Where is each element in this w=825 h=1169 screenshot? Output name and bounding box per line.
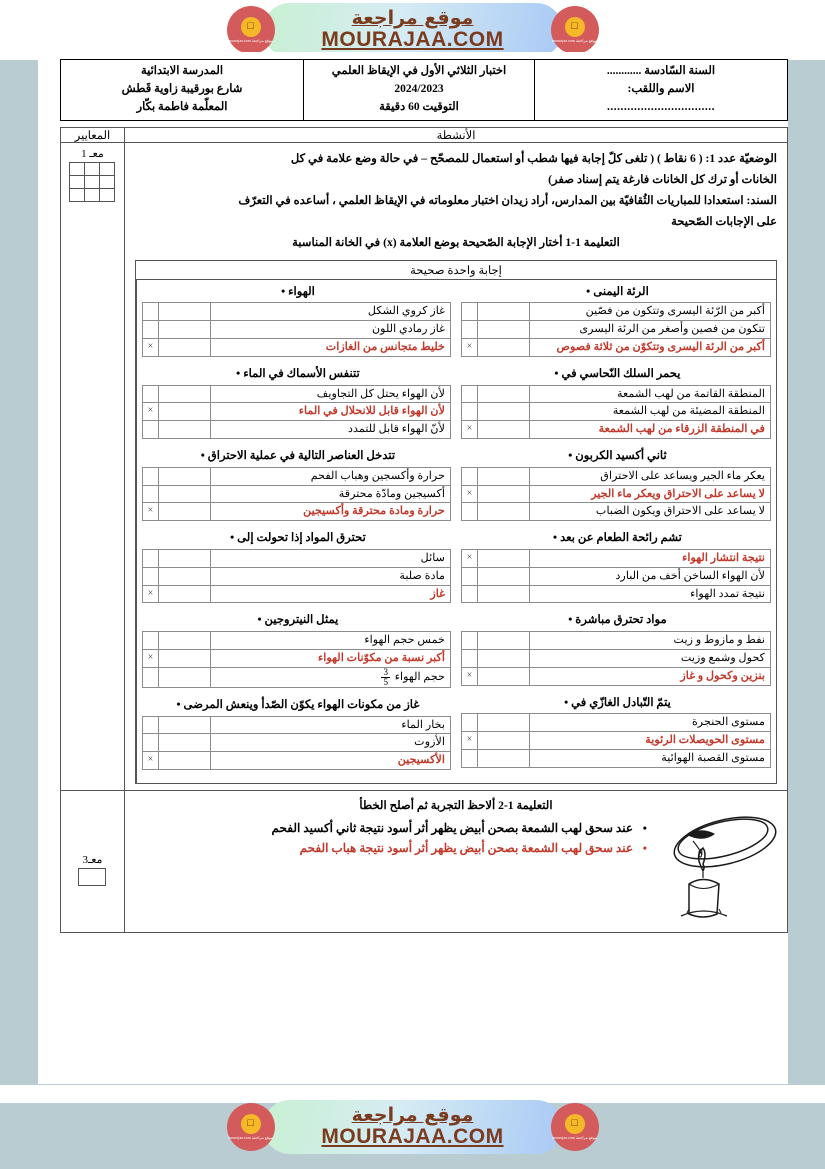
answer-option-text: غاز رمادي اللون (210, 321, 450, 339)
logo-badge-subtext: موقع مراجعة mourajaa.com (551, 1134, 598, 1140)
support-line-2: على الإجابات الصّحيحة (671, 214, 777, 228)
answer-option-text: نتيجة تمدد الهواء (529, 585, 770, 603)
situation-line-1: الوضعيّة عدد 1: ( 6 نقاط ) ( تلغى كلّ إجابة فيها شطب أو استعمال للمصحّح – في حالة وضع علامة في كل (290, 152, 777, 165)
score-cell[interactable] (100, 163, 115, 176)
answer-option-spacer (158, 385, 210, 403)
question-block (461, 366, 771, 439)
answer-option-row[interactable] (461, 585, 770, 603)
answer-checkbox-cell[interactable] (461, 567, 477, 585)
answer-options-table (461, 713, 771, 767)
answer-checkbox-cell[interactable]: × (142, 503, 158, 521)
answer-option-spacer (158, 585, 210, 603)
score-cell[interactable] (70, 189, 85, 202)
answer-option-text: يعكر ماء الجير ويساعد على الاحتراق (529, 467, 770, 485)
answer-checkbox-cell[interactable] (461, 503, 477, 521)
answer-option-spacer (477, 303, 529, 321)
bottom-watermark-banner (0, 1085, 825, 1169)
answer-checkbox-cell[interactable]: × (142, 339, 158, 357)
question-block (142, 530, 451, 603)
answer-option-text: نتيجة انتشار الهواء (529, 550, 770, 568)
answer-checkbox-cell[interactable] (461, 650, 477, 668)
answer-option-spacer (158, 339, 210, 357)
criteria-1-label: معـ 1 (81, 148, 104, 160)
answer-option-spacer (477, 667, 529, 685)
answer-option-row[interactable] (461, 550, 770, 568)
answer-option-row[interactable] (142, 550, 450, 568)
answer-option-row[interactable] (142, 421, 450, 439)
question-stem-text: تحترق المواد إذا تحولت إلى (237, 531, 366, 545)
answer-option-spacer (477, 550, 529, 568)
question-stem-text: مواد تحترق مباشرة (575, 613, 667, 627)
logo-badge-subtext: موقع مراجعة mourajaa.com (551, 37, 598, 43)
answer-option-text: في المنطقة الزرقاء من لهب الشمعة (529, 421, 770, 439)
answer-option-spacer (158, 667, 210, 687)
logo-badge-subtext: موقع مراجعة mourajaa.com (227, 37, 274, 43)
bullet-icon: • (236, 366, 241, 380)
answer-checkbox-cell[interactable]: × (461, 667, 477, 685)
question-stem-text: غاز من مكونات الهواء يكوّن الصّدأ وينعش المرضى (183, 697, 420, 711)
situation-1-intro (125, 143, 787, 256)
answer-option-spacer (158, 550, 210, 568)
answer-option-spacer (158, 421, 210, 439)
answer-checkbox-cell[interactable]: × (461, 339, 477, 357)
consigne-1-1: التعليمة 1-1 أختار الإجابة الصّحيحة بوضع العلامة (x) في الخانة المناسبة (292, 235, 620, 249)
answer-option-spacer (477, 585, 529, 603)
question-block (142, 697, 451, 770)
answer-option-text: تتكون من فصين وأصغر من الرئة اليسرى (529, 321, 770, 339)
question-block (142, 366, 451, 439)
answer-checkbox-cell[interactable] (142, 321, 158, 339)
question-stem-text: يتمّ التّبادل الغازّي في (571, 695, 671, 709)
answer-option-row[interactable] (461, 732, 770, 750)
answer-option-row[interactable] (142, 650, 450, 668)
bullet-icon: • (200, 449, 205, 463)
question-stem-text: ثاني أكسيد الكربون (575, 449, 667, 463)
score-cell[interactable] (100, 189, 115, 202)
answer-checkbox-cell[interactable]: × (461, 732, 477, 750)
answer-checkbox-cell[interactable] (142, 667, 158, 687)
student-name-blank: ................................ (607, 100, 715, 113)
watermark-pill (263, 3, 563, 57)
answer-options-table (461, 302, 771, 356)
student-name-label: الاسم واللقب: (627, 82, 695, 95)
criteria-3-block (61, 791, 124, 886)
answer-options-table (142, 631, 451, 688)
answer-options-table (461, 385, 771, 439)
answer-option-spacer (158, 403, 210, 421)
question-stem (461, 612, 771, 629)
answer-option-spacer (158, 752, 210, 770)
answer-checkbox-cell[interactable] (461, 750, 477, 768)
answer-checkbox-cell[interactable]: × (142, 403, 158, 421)
answer-checkbox-cell[interactable]: × (461, 485, 477, 503)
answer-checkbox-cell[interactable] (461, 403, 477, 421)
answer-checkbox-cell[interactable] (142, 734, 158, 752)
bullet-icon: • (568, 613, 573, 627)
top-watermark-banner (0, 0, 825, 60)
answer-option-row[interactable] (142, 303, 450, 321)
answer-option-spacer (158, 485, 210, 503)
bullet-icon: • (230, 531, 235, 545)
criteria-column-header: المعايير (61, 128, 125, 143)
question-stem (142, 448, 451, 465)
answer-option-row[interactable] (461, 632, 770, 650)
answer-options-table (142, 302, 451, 356)
logo-disc-icon: ☐ (565, 1114, 585, 1134)
answer-option-text: حجم الهواء $\frac{3}{5}$ (210, 667, 450, 687)
answer-option-row[interactable] (142, 321, 450, 339)
experiment-criteria-cell (61, 791, 125, 933)
question-stem-text: تتنفس الأسماك في الماء (243, 366, 360, 380)
answer-option-text: أكبر من الرّئة اليسرى وتتكون من فصّين (529, 303, 770, 321)
answer-option-text: حرارة وأكسجين وهباب الفحم (210, 467, 450, 485)
answer-option-row[interactable] (142, 585, 450, 603)
bullet-icon: • (281, 284, 286, 298)
score-cell[interactable] (85, 176, 100, 189)
answer-option-row[interactable] (461, 714, 770, 732)
score-grid-row[interactable] (70, 163, 115, 176)
question-stem (461, 695, 771, 712)
mourajaa-logo-badge-right (551, 1103, 599, 1151)
answer-option-text: لا يساعد على الاحتراق ويكون الضباب (529, 503, 770, 521)
situation-1-row (61, 143, 788, 791)
answer-option-row[interactable] (142, 632, 450, 650)
answer-option-text: أكسيجين ومادّة محترقة (210, 485, 450, 503)
question-stem (142, 530, 451, 547)
answer-checkbox-cell[interactable] (461, 632, 477, 650)
question-stem-text: تتدخل العناصر التالية في عملية الاحتراق (207, 449, 396, 463)
table-header-row (61, 128, 788, 143)
question-stem (461, 366, 771, 383)
bullet-icon: • (554, 366, 559, 380)
answer-option-spacer (158, 303, 210, 321)
question-stem (142, 284, 451, 301)
answer-option-text: لأن الهواء يحتل كل التجاويف (210, 385, 450, 403)
questions-two-column-wrap (135, 279, 777, 784)
answer-option-text: خليط متجانس من الغازات (210, 339, 450, 357)
teacher-name: المعلّمة فاطمة بكّار (136, 100, 228, 113)
answer-option-spacer (477, 567, 529, 585)
student-year: السنة السّادسة ............ (606, 65, 716, 77)
answer-option-spacer (158, 650, 210, 668)
answer-option-spacer (158, 467, 210, 485)
question-stem (142, 697, 451, 714)
answer-option-text: لأنّ الهواء قابل للتمدد (210, 421, 450, 439)
question-block (142, 612, 451, 687)
exam-sheet (38, 52, 788, 1084)
answer-checkbox-cell[interactable]: × (142, 752, 158, 770)
exam-year: 2024/2023 (394, 82, 444, 95)
experiment-activities-cell (124, 791, 787, 933)
question-block (461, 612, 771, 685)
logo-disc-icon: ☐ (241, 1114, 261, 1134)
answer-option-row[interactable] (142, 734, 450, 752)
question-stem (461, 530, 771, 547)
bullet-icon: • (553, 531, 558, 545)
questions-column-left (456, 280, 776, 783)
answer-option-row[interactable] (461, 403, 770, 421)
mourajaa-logo-badge-right (551, 6, 599, 54)
answer-checkbox-cell[interactable] (142, 303, 158, 321)
criteria-1-block (61, 143, 124, 202)
answer-option-spacer (477, 403, 529, 421)
score-cell[interactable] (85, 189, 100, 202)
experiment-body (125, 812, 787, 932)
question-stem (461, 448, 771, 465)
answer-checkbox-cell[interactable] (142, 485, 158, 503)
answer-option-text: بخار الماء (210, 716, 450, 734)
answer-option-text: المنطقة القاتمة من لهب الشمعة (529, 385, 770, 403)
answer-option-text: نفط و مازوط و زيت (529, 632, 770, 650)
answer-checkbox-cell[interactable] (461, 467, 477, 485)
answer-option-spacer (477, 750, 529, 768)
score-cell[interactable] (70, 176, 85, 189)
logo-disc-icon: ☐ (241, 17, 261, 37)
bullet-icon: • (586, 284, 591, 298)
answer-option-spacer (158, 321, 210, 339)
answer-option-text: كحول وشمع وزيت (529, 650, 770, 668)
answer-option-row[interactable] (142, 667, 450, 687)
answer-option-text: لأن الهواء الساخن أخف من البارد (529, 567, 770, 585)
answer-option-spacer (158, 734, 210, 752)
answer-option-text: لا يساعد على الاحتراق ويعكر ماء الجير (529, 485, 770, 503)
answer-checkbox-cell[interactable] (142, 632, 158, 650)
question-stem-text: يحمر السلك النّحاسي في (561, 366, 681, 380)
question-stem-text: تشم رائحة الطعام عن بعد (560, 531, 682, 545)
watermark-url-text: MOURAJAA.COM (321, 1124, 504, 1148)
logo-disc-icon: ☐ (565, 17, 585, 37)
school-name: المدرسة الابتدائية (140, 65, 224, 77)
score-cell[interactable] (70, 163, 85, 176)
bullet-icon: • (564, 695, 569, 709)
question-block (461, 530, 771, 603)
answer-option-spacer (477, 485, 529, 503)
answer-checkbox-cell[interactable] (142, 550, 158, 568)
consigne-1-2: التعليمة 1-2 ألاحظ التجربة ثم أصلح الخطأ (359, 799, 553, 813)
question-block (142, 284, 451, 357)
watermark-arabic-text: موقع مراجعة (351, 1104, 474, 1126)
answer-option-text: مستوى القصبة الهوائية (529, 750, 770, 768)
answer-option-text: غاز (210, 585, 450, 603)
bullet-icon: • (642, 841, 647, 856)
answer-option-row[interactable] (142, 752, 450, 770)
answer-option-spacer (477, 421, 529, 439)
criteria-1-score-grid[interactable] (69, 162, 115, 202)
support-line-1: السند: استعدادا للمباريات الثُقافيّة بين المدارس، أراد زيدان اختبار معلوماته في الإيقاظ العلمي ، أساعده في التعرّف (238, 193, 777, 207)
header-cell-exam (304, 59, 534, 121)
criteria-3-score-box[interactable] (78, 868, 106, 886)
answer-option-spacer (158, 503, 210, 521)
answer-option-row[interactable] (461, 467, 770, 485)
answer-option-text: الأكسيجين (210, 752, 450, 770)
fraction-glyph: $\frac{3}{5}$ (383, 666, 388, 687)
bullet-icon: • (257, 613, 262, 627)
watermark-pill (263, 1100, 563, 1154)
answer-option-row[interactable] (142, 467, 450, 485)
answer-option-text: الأزوت (210, 734, 450, 752)
answer-checkbox-cell[interactable]: × (461, 550, 477, 568)
answer-checkbox-cell[interactable]: × (461, 421, 477, 439)
answer-option-spacer (477, 467, 529, 485)
answer-option-row[interactable] (142, 503, 450, 521)
answer-checkbox-cell[interactable] (461, 303, 477, 321)
answer-options-table (142, 385, 451, 439)
answer-option-row[interactable] (461, 421, 770, 439)
answer-checkbox-cell[interactable]: × (142, 585, 158, 603)
question-stem-text: يمثل النيتروجين (264, 613, 339, 627)
question-block (142, 448, 451, 521)
exam-duration: التوقيت 60 دقيقة (379, 100, 459, 113)
score-cell[interactable] (85, 163, 100, 176)
answer-options-table (461, 549, 771, 603)
answer-option-text: خمس حجم الهواء (210, 632, 450, 650)
answer-option-text: مستوى الحويصلات الرئوية (529, 732, 770, 750)
answer-checkbox-cell[interactable] (142, 421, 158, 439)
single-correct-answer-banner: إجابة واحدة صحيحة (135, 260, 777, 279)
answer-checkbox-cell[interactable] (461, 714, 477, 732)
answer-option-row[interactable] (461, 567, 770, 585)
answer-options-table (142, 716, 451, 770)
situation-1-criteria-cell (61, 143, 125, 791)
answer-option-spacer (477, 714, 529, 732)
answer-option-text: سائل (210, 550, 450, 568)
score-grid-row[interactable] (70, 189, 115, 202)
answer-option-row[interactable] (461, 339, 770, 357)
answer-checkbox-cell[interactable] (142, 467, 158, 485)
school-address: شارع بورقيبة زاوية قَطش (121, 82, 243, 95)
question-stem (461, 284, 771, 301)
answer-option-text: مادة صلبة (210, 567, 450, 585)
answer-checkbox-cell[interactable] (461, 585, 477, 603)
mourajaa-logo-badge-left (227, 1103, 275, 1151)
answer-option-spacer (477, 632, 529, 650)
header-cell-school (60, 59, 304, 121)
main-content-table (60, 127, 788, 933)
answer-option-row[interactable] (461, 385, 770, 403)
questions-column-right (136, 280, 456, 783)
answer-checkbox-cell[interactable] (142, 716, 158, 734)
answer-option-text: حرارة ومادة محترقة وأكسيجين (210, 503, 450, 521)
experiment-row (61, 791, 788, 933)
answer-option-spacer (477, 385, 529, 403)
answer-option-row[interactable] (461, 667, 770, 685)
answer-checkbox-cell[interactable] (461, 385, 477, 403)
question-stem-text: الرئة اليمنى (593, 284, 649, 298)
answer-option-text: أكبر من الرئة اليسرى وتتكوّن من ثلاثة فصوص (529, 339, 770, 357)
answer-option-spacer (477, 339, 529, 357)
bullet-icon: • (176, 697, 181, 711)
answer-options-table (142, 467, 451, 521)
answer-option-spacer (477, 503, 529, 521)
answer-option-row[interactable] (142, 339, 450, 357)
activities-column-header: الأنشطة (124, 128, 787, 143)
question-stem (142, 612, 451, 629)
experiment-red-text: عند سحق لهب الشمعة بصحن أبيض يظهر أثر أسود نتيجة هباب الفحم (299, 841, 633, 856)
answer-option-row[interactable] (461, 321, 770, 339)
header-cell-student (534, 59, 788, 121)
answer-option-text: لأن الهواء قابل للانحلال في الماء (210, 403, 450, 421)
criteria-3-label: معـ3 (82, 854, 103, 867)
answer-checkbox-cell[interactable] (461, 321, 477, 339)
watermark-arabic-text: موقع مراجعة (351, 7, 474, 29)
answer-option-spacer (158, 567, 210, 585)
answer-option-row[interactable] (461, 750, 770, 768)
answer-checkbox-cell[interactable] (142, 385, 158, 403)
answer-option-spacer (158, 716, 210, 734)
question-stem (142, 366, 451, 383)
answer-option-row[interactable] (461, 485, 770, 503)
answer-options-table (461, 631, 771, 685)
exam-title: اختبار الثلاثي الأول في الإيقاظ العلمي (331, 65, 507, 77)
answer-option-spacer (158, 632, 210, 650)
answer-option-row[interactable] (142, 385, 450, 403)
candle-illustration (663, 812, 781, 929)
bullet-icon: • (642, 821, 647, 836)
exam-header-table (60, 59, 788, 121)
watermark-url-text: MOURAJAA.COM (321, 27, 504, 51)
mourajaa-logo-badge-left (227, 6, 275, 54)
answer-option-row[interactable] (142, 403, 450, 421)
answer-options-table (461, 467, 771, 521)
answer-option-text: بنزين وكحول و غاز (529, 667, 770, 685)
question-block (461, 695, 771, 768)
answer-options-table (142, 549, 451, 603)
answer-option-row[interactable] (461, 503, 770, 521)
score-cell[interactable] (100, 176, 115, 189)
experiment-black-text: عند سحق لهب الشمعة بصحن أبيض يظهر أثر أسود نتيجة ثاني أكسيد الفحم (271, 821, 633, 836)
answer-option-row[interactable] (142, 567, 450, 585)
answer-option-row[interactable] (461, 303, 770, 321)
situation-1-activities-cell (124, 143, 787, 791)
sheet-bottom-space (38, 933, 788, 973)
question-block (461, 448, 771, 521)
answer-checkbox-cell[interactable]: × (142, 650, 158, 668)
question-stem-text: الهواء (288, 284, 315, 298)
score-grid-row[interactable] (70, 176, 115, 189)
answer-option-spacer (477, 650, 529, 668)
answer-option-row[interactable] (142, 716, 450, 734)
answer-option-spacer (477, 321, 529, 339)
answer-option-text: أكبر نسبة من مكوّنات الهواء (210, 650, 450, 668)
answer-option-text: غاز كروي الشكل (210, 303, 450, 321)
bullet-icon: • (568, 449, 573, 463)
question-block (461, 284, 771, 357)
answer-option-spacer (477, 732, 529, 750)
logo-badge-subtext: موقع مراجعة mourajaa.com (227, 1134, 274, 1140)
answer-option-row[interactable] (461, 650, 770, 668)
answer-option-text: مستوى الحنجرة (529, 714, 770, 732)
answer-option-text: المنطقة المضيئة من لهب الشمعة (529, 403, 770, 421)
answer-checkbox-cell[interactable] (142, 567, 158, 585)
situation-line-2: الخانات أو ترك كل الخانات فارغة يتم إسناد صفر) (548, 172, 777, 186)
answer-option-row[interactable] (142, 485, 450, 503)
